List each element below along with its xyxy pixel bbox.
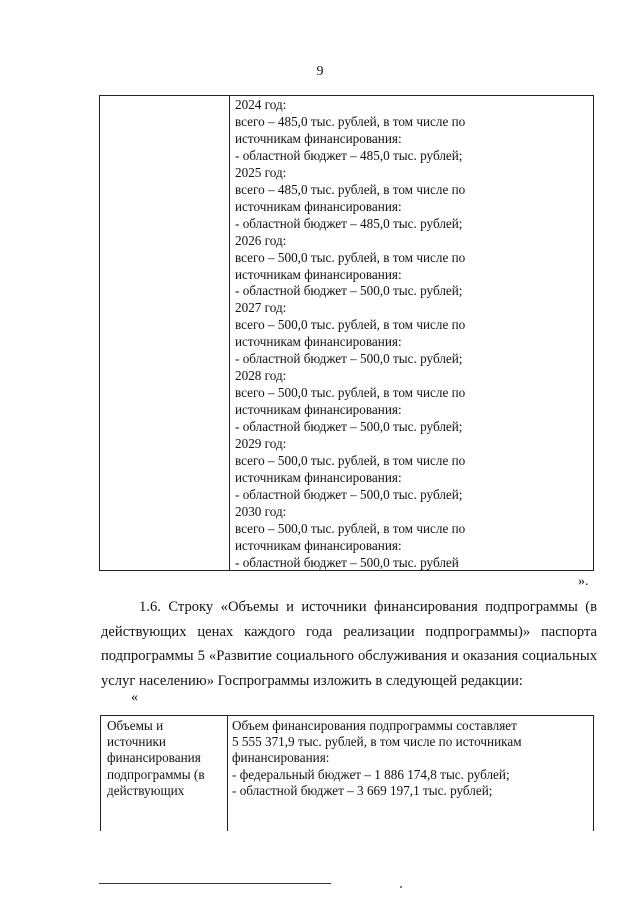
amendment-paragraph: [101, 595, 597, 693]
table-column-divider: [229, 96, 230, 570]
closing-quote: ».: [578, 574, 589, 589]
text-line: 2028 год:: [235, 368, 287, 384]
text-line: 2024 год:: [235, 97, 287, 112]
funding-volume-cell: [232, 718, 589, 799]
text-line: 2027 год:: [235, 300, 287, 316]
text-line: 2030 год:: [235, 503, 287, 519]
text-line: всего – 500,0 тыс. рублей, в том числе по: [235, 453, 466, 469]
text-line: Объемы и: [107, 718, 164, 733]
text-line: всего – 500,0 тыс. рублей, в том числе по: [235, 317, 466, 333]
text-line: - областной бюджет – 485,0 тыс. рублей;: [235, 147, 463, 163]
text-line: всего – 500,0 тыс. рублей, в том числе по: [235, 385, 466, 401]
funding-table-continued: [99, 95, 594, 571]
text-line: финансирования: [107, 750, 201, 766]
text-line: - областной бюджет – 3 669 197,1 тыс. рублей;: [232, 782, 493, 798]
opening-quote: «: [131, 690, 138, 705]
text-line: услуг населению» Госпрограммы изложить в следующей редакции:: [101, 672, 523, 689]
text-line: - областной бюджет – 485,0 тыс. рублей;: [235, 215, 463, 231]
text-line: 2026 год:: [235, 232, 287, 248]
footer-rule: [99, 883, 331, 884]
text-line: всего – 500,0 тыс. рублей, в том числе по: [235, 520, 466, 536]
page-number: 9: [316, 64, 324, 79]
text-line: 1.6. Строку «Объемы и источники финансирования подпрограммы (в: [139, 599, 597, 615]
funding-table-new: [100, 715, 594, 831]
text-line: источникам финансирования:: [235, 198, 402, 214]
text-line: источникам финансирования:: [235, 266, 402, 282]
text-line: подпрограммы (в: [107, 766, 205, 782]
text-line: источникам финансирования:: [235, 537, 402, 553]
text-line: всего – 485,0 тыс. рублей, в том числе по: [235, 181, 466, 197]
text-line: 5 555 371,9 тыс. рублей, в том числе по источникам: [232, 734, 522, 750]
text-line: - областной бюджет – 500,0 тыс. рублей;: [235, 486, 463, 502]
scan-artifact: [400, 886, 402, 888]
text-line: 2029 год:: [235, 436, 287, 452]
text-line: - областной бюджет – 500,0 тыс. рублей: [235, 554, 459, 570]
text-line: всего – 500,0 тыс. рублей, в том числе по: [235, 249, 466, 265]
text-line: источникам финансирования:: [235, 130, 402, 146]
text-line: - федеральный бюджет – 1 886 174,8 тыс. рублей;: [232, 766, 510, 782]
row-heading-cell: [107, 718, 225, 799]
table-column-divider: [227, 716, 228, 831]
text-line: всего – 485,0 тыс. рублей, в том числе по: [235, 113, 466, 129]
text-line: источники: [107, 734, 166, 750]
text-line: источникам финансирования:: [235, 402, 402, 418]
text-line: источникам финансирования:: [235, 334, 402, 350]
funding-details-cell: [235, 97, 589, 572]
text-line: подпрограммы 5 «Развитие социального обслуживания и оказания социальных: [101, 648, 597, 664]
text-line: действующих: [107, 782, 185, 798]
text-line: - областной бюджет – 500,0 тыс. рублей;: [235, 351, 463, 367]
text-line: - областной бюджет – 500,0 тыс. рублей;: [235, 419, 463, 435]
text-line: 2025 год:: [235, 164, 287, 180]
text-line: - областной бюджет – 500,0 тыс. рублей;: [235, 283, 463, 299]
text-line: источникам финансирования:: [235, 469, 402, 485]
text-line: финансирования:: [232, 750, 330, 766]
text-line: Объем финансирования подпрограммы составляет: [232, 718, 517, 733]
text-line: действующих ценах каждого года реализации подпрограммы)» паспорта: [101, 623, 597, 640]
